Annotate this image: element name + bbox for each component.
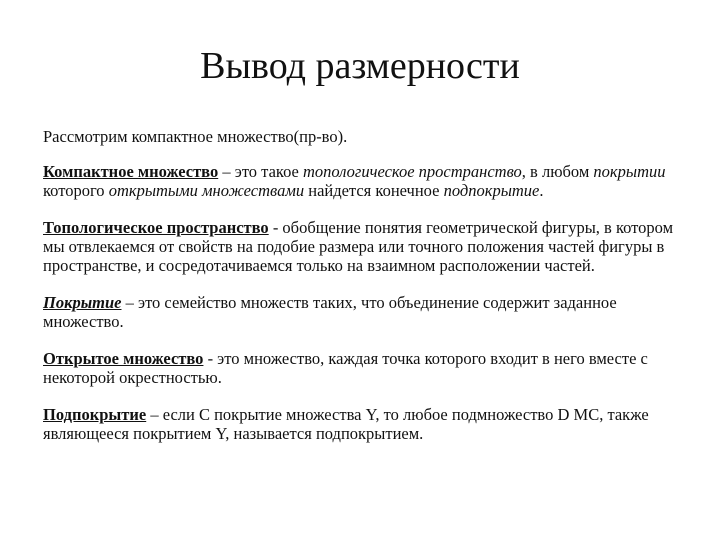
compact-set-term: Компактное множество [43, 162, 219, 181]
compact-em-open-sets: открытыми множествами [108, 181, 305, 200]
topological-space-term: Топологическое пространство [43, 218, 269, 237]
subcover-term: Подпокрытие [43, 405, 147, 424]
cover-text: – это семейство множеств таких, что объединение содержит заданное множество. [43, 293, 617, 331]
compact-text-5: . [539, 181, 544, 200]
open-set-term: Открытое множество [43, 349, 204, 368]
slide-body [43, 127, 683, 461]
compact-em-topological-space: топологическое пространство [303, 162, 522, 181]
compact-em-cover: покрытии [593, 162, 666, 181]
subcover-text: – если С покрытие множества Y, то любое подмножество D МС, также являющееся покрытием Y, называется подпокрытием. [43, 405, 649, 443]
compact-set-definition [43, 162, 683, 200]
compact-text-4: найдется конечное [304, 181, 444, 200]
subcover-definition [43, 405, 683, 443]
open-set-definition [43, 349, 683, 387]
slide-title: Вывод размерности [200, 45, 520, 87]
compact-text-3: которого [43, 181, 109, 200]
open-set-text: - это множество, каждая точка которого входит в него вместе с некоторой окрестностью. [43, 349, 648, 387]
cover-term: Покрытие [43, 293, 122, 312]
intro-paragraph [43, 127, 683, 146]
intro-text: Рассмотрим компактное множество(пр-во). [43, 127, 348, 146]
compact-text-2: , в любом [521, 162, 594, 181]
topological-space-text: - обобщение понятия геометрической фигуры, в котором мы отвлекаемся от свойств на подобие размера или точного положения частей фигуры в пространстве, и сосредотачиваемся только на взаимном расположении частей. [43, 218, 674, 275]
cover-definition [43, 293, 683, 331]
topological-space-definition [43, 218, 683, 275]
compact-em-subcover: подпокрытие [443, 181, 540, 200]
compact-text-1: – это такое [218, 162, 303, 181]
